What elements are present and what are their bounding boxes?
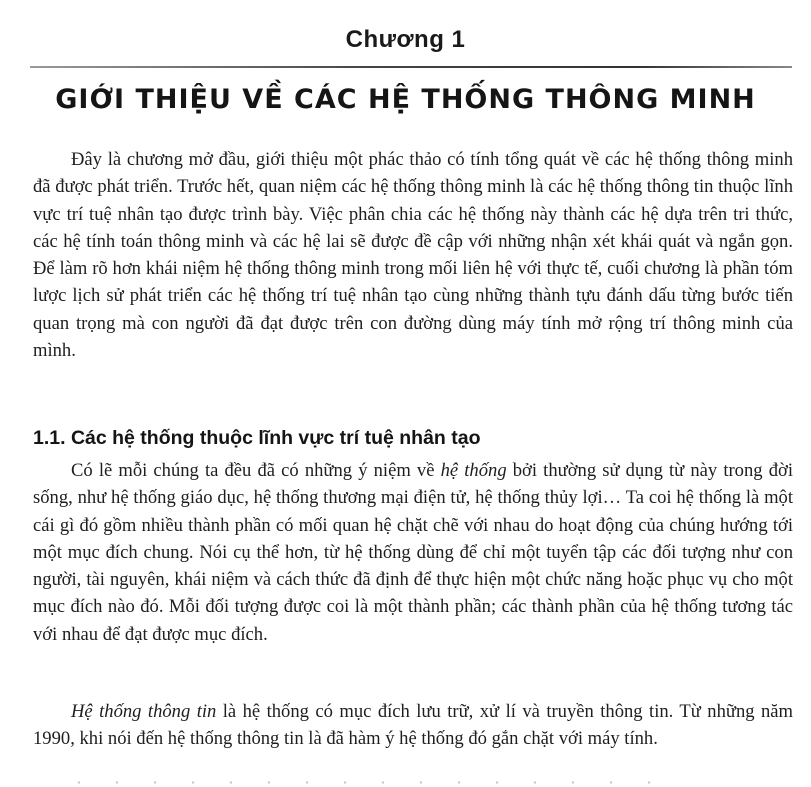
italic-term: Hệ thống thông tin [71, 701, 217, 722]
paragraph-text: Có lẽ mỗi chúng ta đều đã có những ý niệm về [71, 460, 441, 481]
paragraph-text: là hệ thống có mục đích lưu trữ, xử lí và truyền thông tin. Từ những năm 1990, khi nói đến hệ thống thông tin là đã hàm ý hệ thống đó gắn chặt với máy tính. [33, 701, 793, 750]
section-paragraph-2 [33, 698, 793, 753]
italic-term: hệ thống [440, 460, 507, 481]
chapter-title: GIỚI THIỆU VỀ CÁC HỆ THỐNG THÔNG MINH [55, 84, 756, 115]
paragraph-text: bởi thường sử dụng từ này trong đời sống, như hệ thống giáo dục, hệ thống thương mại điện tử, hệ thống thủy lợi… Ta coi hệ thống là một cái gì đó gồm nhiều thành phần có mối quan hệ chặt chẽ với nhau do hoạt động của chúng hướng tới một mục đích chung. Nói cụ thể hơn, từ hệ thống dùng để chỉ một tuyển tập các đối tượng như con người, tài nguyên, khái niệm và cách thức đã định để thực hiện một chức năng hoặc phục vụ cho một mục đích nào đó. Mỗi đối tượng được coi là một thành phần; các thành phần của hệ thống tương tác với nhau để đạt được mục đích. [33, 460, 793, 645]
intro-paragraph: Đây là chương mở đầu, giới thiệu một phác thảo có tính tổng quát về các hệ thống thông minh đã được phát triển. Trước hết, quan niệm các hệ thống thông minh là các hệ thống thông tin thuộc lĩnh vực trí tuệ nhân tạo được trình bày. Việc phân chia các hệ thống này thành các hệ dựa trên tri thức, các hệ tính toán thông minh và các hệ lai sẽ được đề cập với những nhận xét khái quát và ngắn gọn. Để làm rõ hơn khái niệm hệ thống thông minh trong mối liên hệ với thực tế, cuối chương là phần tóm lược lịch sử phát triển các hệ thống trí tuệ nhân tạo cùng những thành tựu đánh dấu từng bước tiến quan trọng mà con người đã đạt được trên con đường dùng máy tính mở rộng trí thông minh của mình. [33, 149, 793, 362]
chapter-label: Chương 1 [345, 26, 466, 53]
cropped-next-line [60, 778, 660, 787]
section-heading: 1.1. Các hệ thống thuộc lĩnh vực trí tuệ nhân tạo [33, 427, 481, 449]
section-paragraph-1 [33, 457, 793, 648]
header-rule [30, 66, 792, 68]
